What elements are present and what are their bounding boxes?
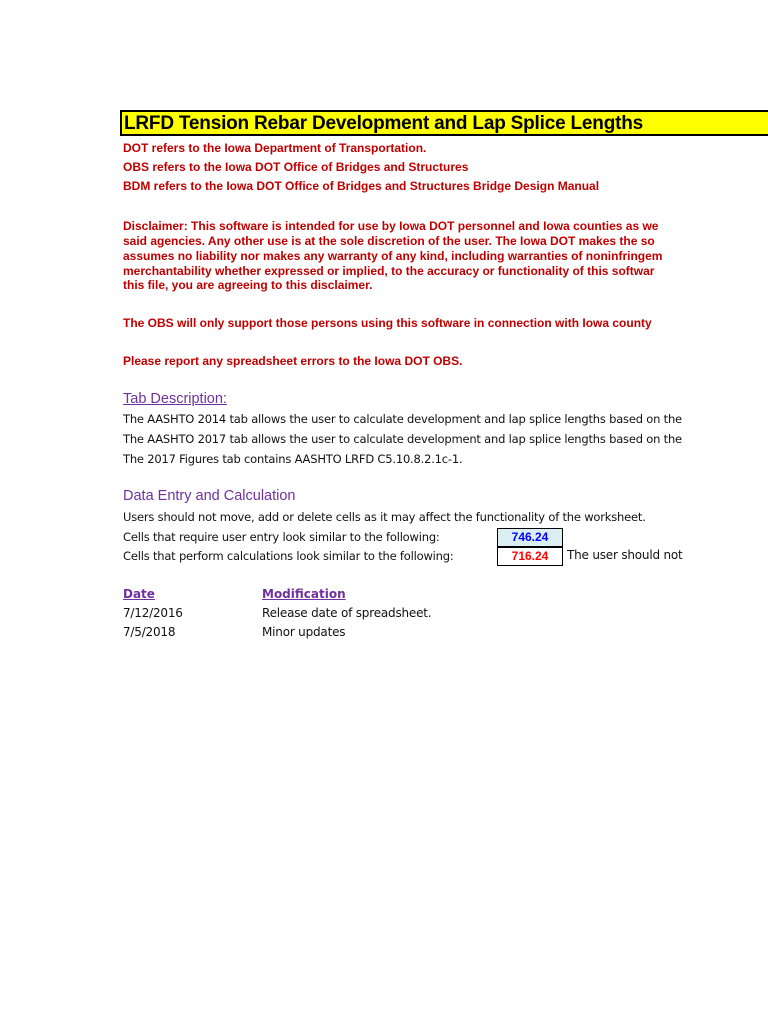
entry-cell-label: Cells that require user entry look similar to the following: (123, 530, 440, 544)
user-entry-cell[interactable]: 746.24 (497, 528, 563, 547)
definition-obs: OBS refers to the Iowa DOT Office of Bridges and Structures (123, 160, 469, 174)
definition-dot: DOT refers to the Iowa Department of Transportation. (123, 141, 427, 155)
calc-cell-label: Cells that perform calculations look similar to the following: (123, 549, 454, 563)
disclaimer-line-2: said agencies. Any other use is at the sole discretion of the user. The Iowa DOT makes the so (123, 234, 655, 248)
disclaimer-line-5: this file, you are agreeing to this disclaimer. (123, 278, 373, 292)
modification-row-1-text: Release date of spreadsheet. (262, 606, 432, 620)
definition-bdm: BDM refers to the Iowa DOT Office of Bridges and Structures Bridge Design Manual (123, 179, 600, 193)
tab-description-line-1: The AASHTO 2014 tab allows the user to calculate development and lap splice lengths based on the (123, 412, 682, 426)
support-note: The OBS will only support those persons using this software in connection with Iowa county (123, 316, 652, 330)
modification-row-2-date: 7/5/2018 (123, 625, 176, 639)
report-note: Please report any spreadsheet errors to the Iowa DOT OBS. (123, 354, 463, 368)
modification-column-header: Modification (262, 587, 346, 601)
data-entry-heading: Data Entry and Calculation (123, 488, 296, 504)
data-entry-warning: Users should not move, add or delete cells as it may affect the functionality of the worksheet. (123, 510, 646, 524)
title-cell[interactable] (120, 110, 768, 136)
disclaimer-line-3: assumes no liability nor makes any warranty of any kind, including warranties of noninfringem (123, 249, 663, 263)
disclaimer-line-1: Disclaimer: This software is intended for use by Iowa DOT personnel and Iowa counties as we (123, 219, 659, 233)
tab-description-line-3: The 2017 Figures tab contains AASHTO LRFD C5.10.8.2.1c-1. (123, 452, 463, 466)
date-column-header: Date (123, 587, 155, 601)
modification-row-2-text: Minor updates (262, 625, 346, 639)
calc-note: The user should not (567, 548, 683, 562)
tab-description-heading: Tab Description: (123, 391, 227, 407)
modification-row-1-date: 7/12/2016 (123, 606, 183, 620)
tab-description-line-2: The AASHTO 2017 tab allows the user to calculate development and lap splice lengths based on the (123, 432, 682, 446)
disclaimer-line-4: merchantability whether expressed or implied, to the accuracy or functionality of this softwar (123, 264, 655, 278)
calculated-cell[interactable]: 716.24 (497, 547, 563, 566)
sheet-title: LRFD Tension Rebar Development and Lap Splice Lengths (124, 113, 644, 134)
